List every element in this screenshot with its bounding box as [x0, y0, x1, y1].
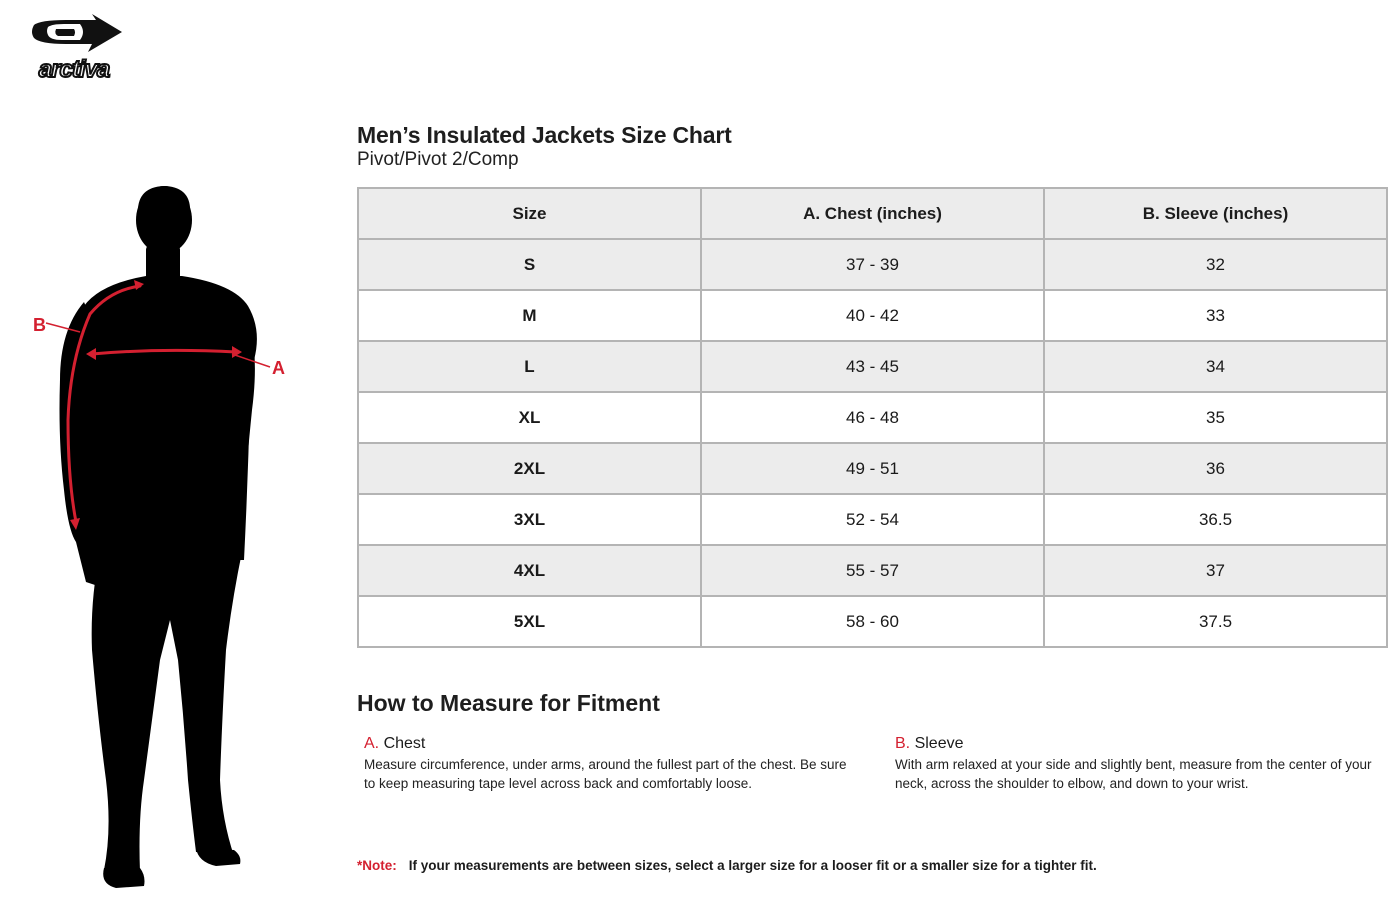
arctiva-logo — [4, 10, 146, 82]
chest-heading — [364, 735, 859, 753]
chest-cell: 46 - 48 — [701, 392, 1044, 443]
sleeve-cell: 37.5 — [1044, 596, 1387, 647]
header-sleeve: B. Sleeve (inches) — [1044, 188, 1387, 239]
header-size: Size — [358, 188, 701, 239]
table-row — [358, 443, 1387, 494]
sleeve-cell: 36.5 — [1044, 494, 1387, 545]
chest-instructions — [364, 735, 859, 793]
sleeve-instructions — [895, 735, 1390, 793]
size-cell: L — [358, 341, 701, 392]
label-a: A — [272, 358, 285, 378]
size-cell: 2XL — [358, 443, 701, 494]
chart-subtitle: Pivot/Pivot 2/Comp — [357, 149, 519, 170]
chest-letter: A. — [364, 735, 380, 752]
sleeve-text: With arm relaxed at your side and slightly bent, measure from the center of your neck, across the shoulder to elbow, and down to your wrist. — [895, 757, 1372, 791]
sleeve-cell: 36 — [1044, 443, 1387, 494]
size-cell: 3XL — [358, 494, 701, 545]
table-row — [358, 596, 1387, 647]
size-cell: S — [358, 239, 701, 290]
chest-cell: 55 - 57 — [701, 545, 1044, 596]
chest-cell: 37 - 39 — [701, 239, 1044, 290]
logo-wordmark: arctiva — [38, 56, 110, 82]
table-header-row — [358, 188, 1387, 239]
chest-name: Chest — [383, 735, 426, 752]
measurement-figure — [20, 180, 320, 896]
how-to-measure-title: How to Measure for Fitment — [357, 690, 660, 716]
chest-cell: 40 - 42 — [701, 290, 1044, 341]
sleeve-cell: 32 — [1044, 239, 1387, 290]
chest-cell: 58 - 60 — [701, 596, 1044, 647]
size-cell: 4XL — [358, 545, 701, 596]
fit-note — [357, 858, 1097, 873]
chest-cell: 43 - 45 — [701, 341, 1044, 392]
table-row — [358, 290, 1387, 341]
sleeve-heading — [895, 735, 1390, 753]
header-chest: A. Chest (inches) — [701, 188, 1044, 239]
table-row — [358, 239, 1387, 290]
size-table — [357, 187, 1388, 648]
table-row — [358, 494, 1387, 545]
chest-cell: 52 - 54 — [701, 494, 1044, 545]
chart-title: Men’s Insulated Jackets Size Chart — [357, 122, 732, 148]
size-cell: 5XL — [358, 596, 701, 647]
sleeve-cell: 33 — [1044, 290, 1387, 341]
chest-cell: 49 - 51 — [701, 443, 1044, 494]
sleeve-cell: 37 — [1044, 545, 1387, 596]
chest-text: Measure circumference, under arms, around the fullest part of the chest. Be sure to keep measuring tape level across back and comfortably loose. — [364, 757, 847, 791]
table-row — [358, 392, 1387, 443]
size-cell: XL — [358, 392, 701, 443]
table-row — [358, 545, 1387, 596]
note-label: *Note: — [357, 858, 397, 873]
arctiva-logo-icon — [4, 10, 146, 82]
body-silhouette-icon — [20, 180, 320, 896]
sleeve-letter: B. — [895, 735, 911, 752]
sleeve-cell: 35 — [1044, 392, 1387, 443]
sleeve-name: Sleeve — [914, 735, 964, 752]
size-cell: M — [358, 290, 701, 341]
note-text: If your measurements are between sizes, select a larger size for a looser fit or a smaller size for a tighter fit. — [408, 858, 1097, 873]
table-row — [358, 341, 1387, 392]
sleeve-cell: 34 — [1044, 341, 1387, 392]
label-b: B — [33, 315, 46, 335]
